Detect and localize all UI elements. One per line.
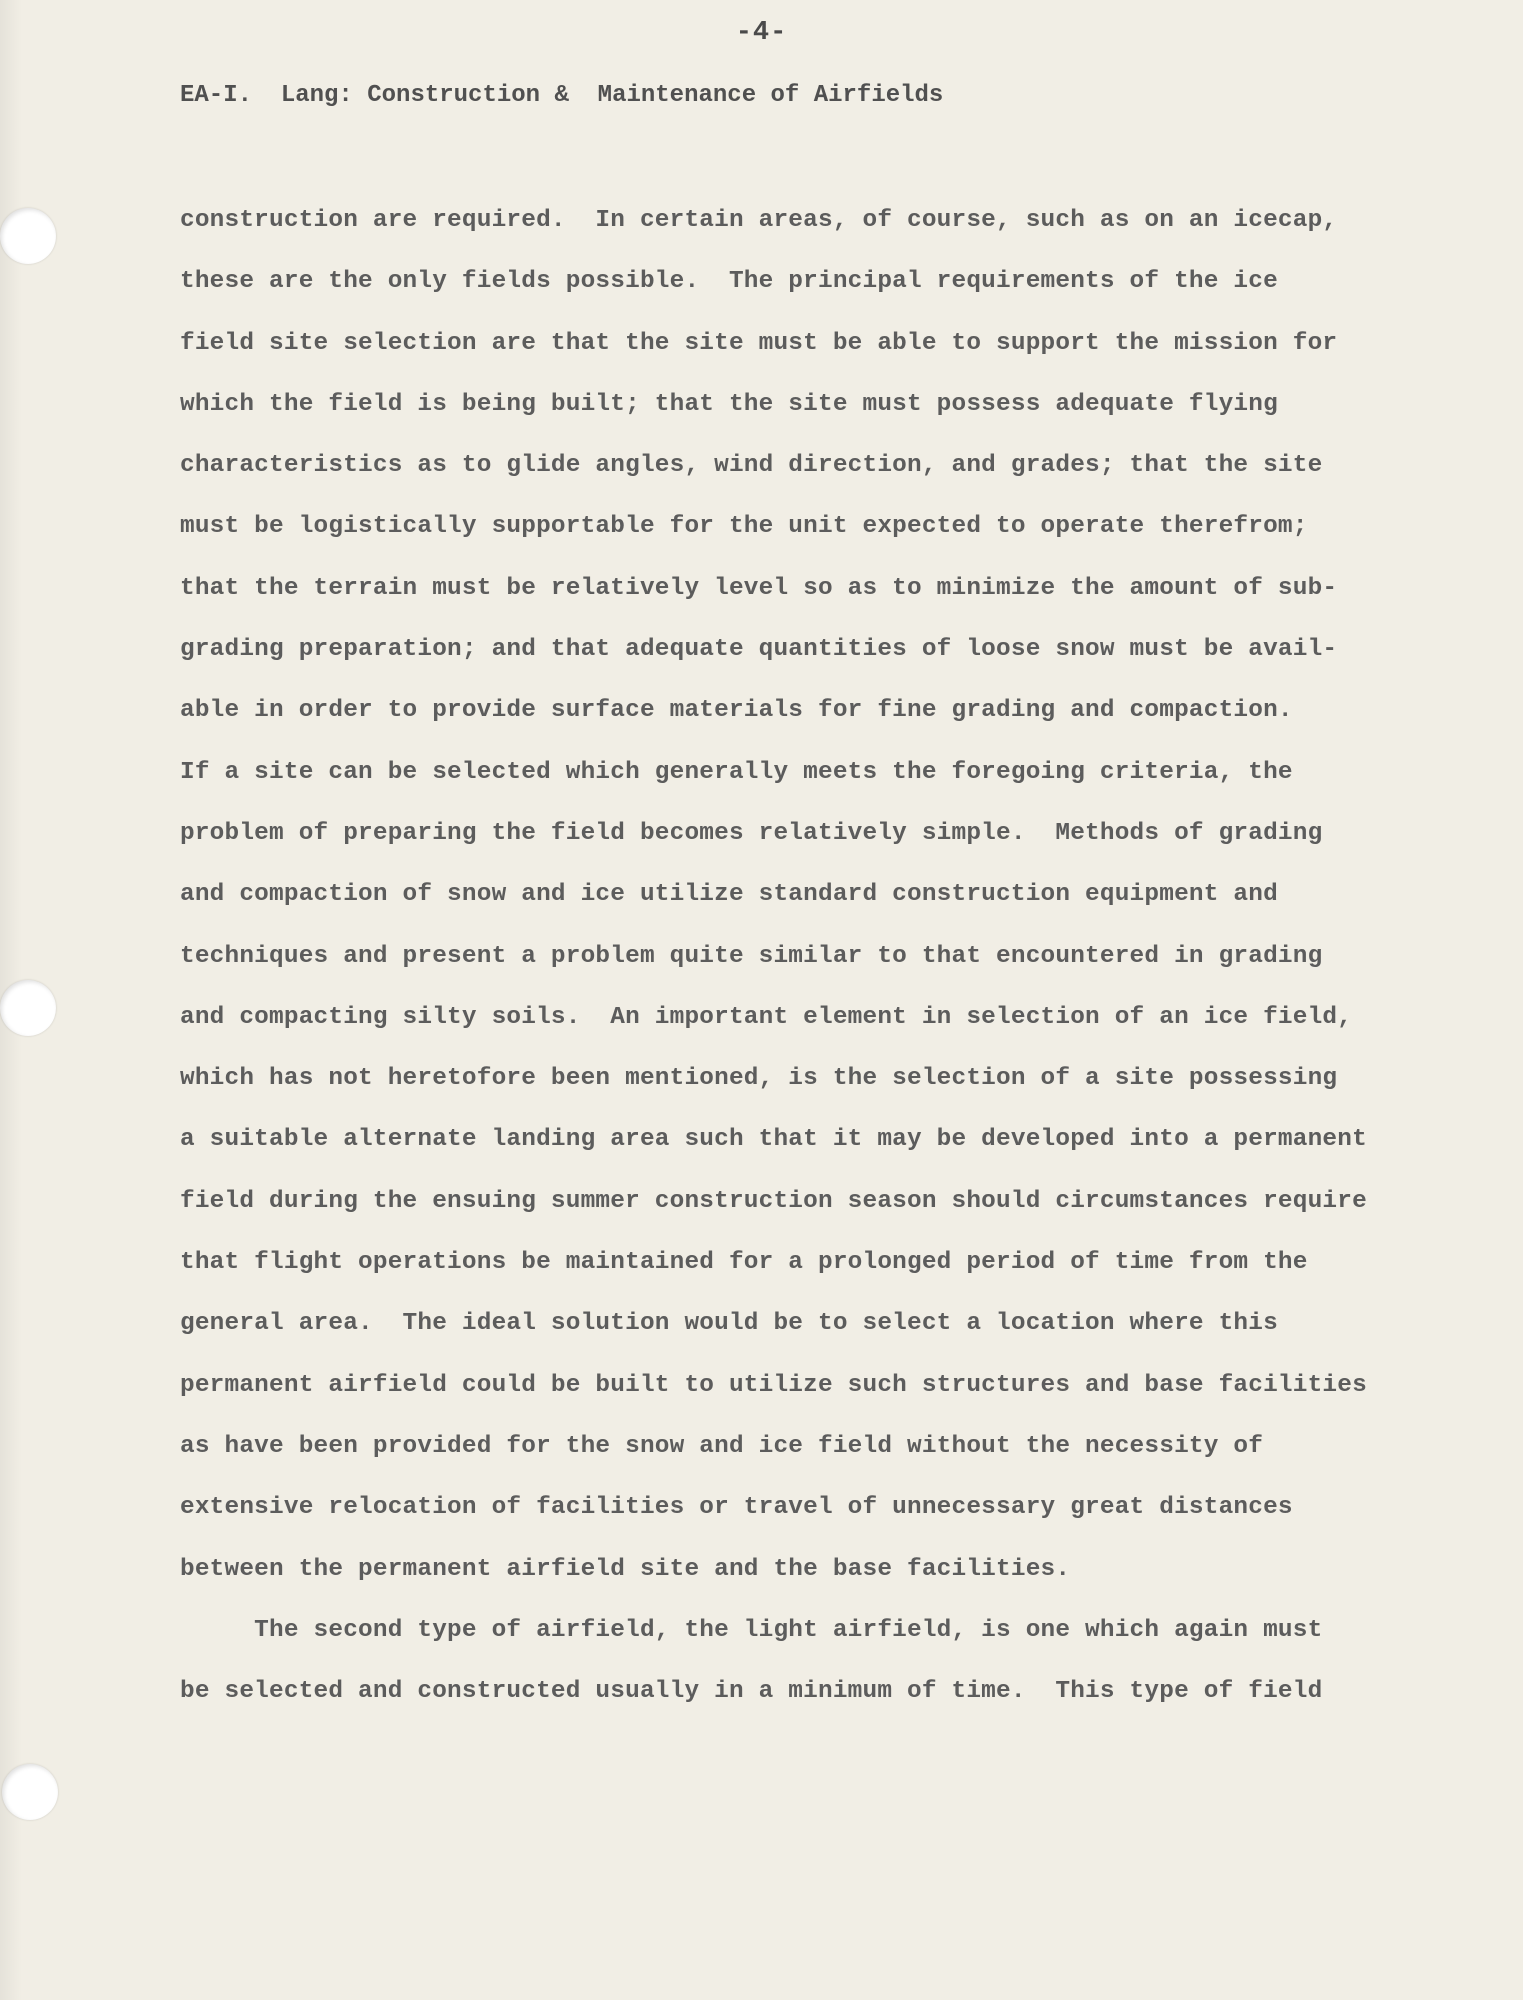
text-line: general area. The ideal solution would be to select a location where this <box>180 1310 1278 1338</box>
text-line: between the permanent airfield site and the base facilities. <box>180 1555 1071 1583</box>
text-line: techniques and present a problem quite similar to that encountered in grading <box>180 942 1323 970</box>
text-line: must be logistically supportable for the unit expected to operate therefrom; <box>180 513 1308 541</box>
text-line: able in order to provide surface materials for fine grading and compaction. <box>180 697 1293 725</box>
text-line: grading preparation; and that adequate quantities of loose snow must be avail- <box>180 636 1338 664</box>
text-line: field during the ensuing summer construction season should circumstances require <box>180 1187 1367 1215</box>
text-line: that the terrain must be relatively level so as to minimize the amount of sub- <box>180 574 1338 602</box>
text-line: problem of preparing the field becomes relatively simple. Methods of grading <box>180 819 1323 847</box>
text-line: these are the only fields possible. The principal requirements of the ice <box>180 268 1278 296</box>
text-line: permanent airfield could be built to utilize such structures and base facilities <box>180 1371 1367 1399</box>
punch-hole-top <box>0 208 56 264</box>
text-line: field site selection are that the site must be able to support the mission for <box>180 329 1338 357</box>
text-line: characteristics as to glide angles, wind direction, and grades; that the site <box>180 452 1323 480</box>
text-line: construction are required. In certain areas, of course, such as on an icecap, <box>180 207 1338 234</box>
text-line: and compacting silty soils. An important element in selection of an ice field, <box>180 1003 1353 1031</box>
punch-hole-bottom <box>2 1764 58 1820</box>
text-line: that flight operations be maintained for a prolonged period of time from the <box>180 1249 1308 1277</box>
running-header: EA-I. Lang: Construction & Maintenance of Airfields <box>180 82 944 109</box>
text-line: and compaction of snow and ice utilize standard construction equipment and <box>180 881 1278 909</box>
text-line: The second type of airfield, the light airfield, is one which again must <box>180 1616 1323 1644</box>
text-line: which the field is being built; that the site must possess adequate flying <box>180 390 1278 418</box>
page-number: -4- <box>735 18 788 48</box>
text-line: a suitable alternate landing area such that it may be developed into a permanent <box>180 1126 1367 1154</box>
text-line: If a site can be selected which generally meets the foregoing criteria, the <box>180 758 1293 786</box>
body-text <box>180 201 1440 1733</box>
text-line: as have been provided for the snow and ice field without the necessity of <box>180 1432 1264 1460</box>
text-line: be selected and constructed usually in a minimum of time. This type of field <box>180 1678 1323 1706</box>
text-line: extensive relocation of facilities or travel of unnecessary great distances <box>180 1494 1293 1522</box>
punch-hole-middle <box>0 980 56 1036</box>
text-line: which has not heretofore been mentioned, is the selection of a site possessing <box>180 1065 1338 1093</box>
